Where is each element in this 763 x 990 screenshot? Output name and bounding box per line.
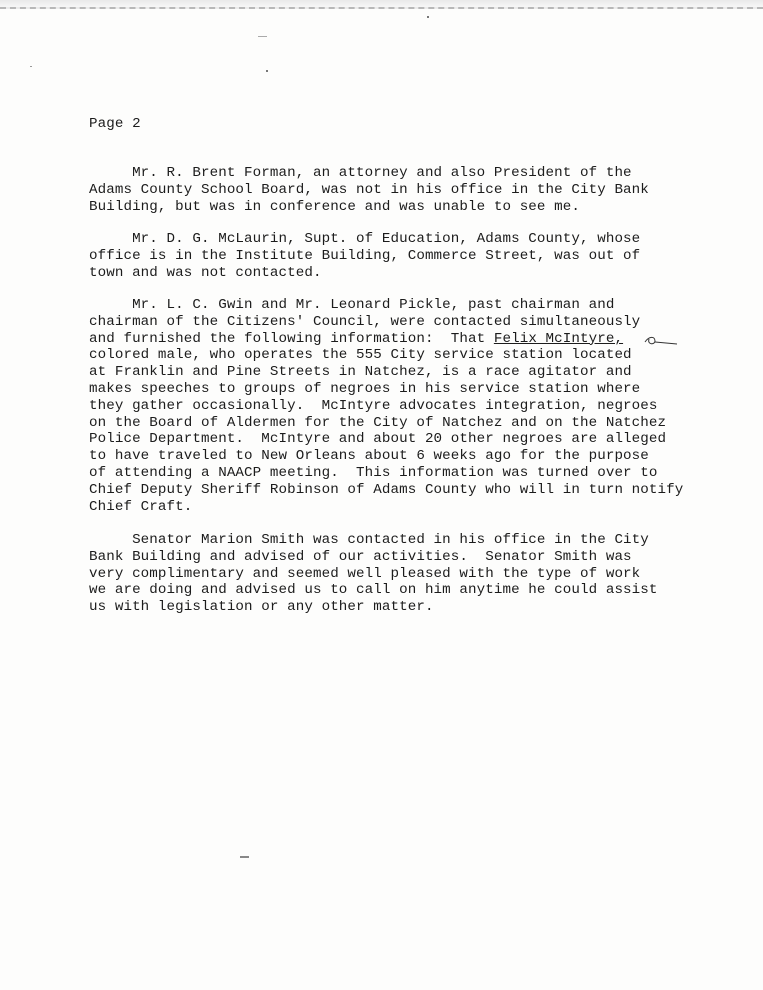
text-line: colored male, who operates the 555 City service station located <box>89 347 632 364</box>
text-line: of attending a NAACP meeting. This information was turned over to <box>89 464 658 481</box>
text-line: at Franklin and Pine Streets in Natchez, is a race agitator and <box>89 364 632 381</box>
text-line-lead: and furnished the following information: That <box>89 330 494 347</box>
text-line: Mr. D. G. McLaurin, Supt. of Education, Adams County, whose <box>89 231 641 247</box>
underlined-name: Felix McIntyre, <box>493 330 624 347</box>
text-line: Building, but was in conference and was unable to see me. <box>89 198 580 215</box>
handwritten-mark <box>641 333 681 347</box>
scan-speck <box>427 16 429 18</box>
scan-speck <box>266 70 268 72</box>
scan-speck <box>258 36 267 37</box>
text-line: Chief Deputy Sheriff Robinson of Adams County who will in turn notify <box>89 481 684 498</box>
text-line: us with legislation or any other matter. <box>89 599 434 616</box>
text-line: Mr. L. C. Gwin and Mr. Leonard Pickle, past chairman and <box>89 297 615 313</box>
text-line: on the Board of Aldermen for the City of Natchez and on the Natchez <box>89 414 667 431</box>
text-line: we are doing and advised us to call on him anytime he could assist <box>89 582 658 599</box>
text-line: Bank Building and advised of our activities. Senator Smith was <box>89 548 632 565</box>
text-line: office is in the Institute Building, Commerce Street, was out of <box>89 247 641 264</box>
paragraph-senator-smith <box>89 532 658 616</box>
text-line: very complimentary and seemed well pleased with the type of work <box>89 565 641 582</box>
text-line-with-name <box>89 331 683 348</box>
scan-speck <box>30 66 32 67</box>
scan-speck <box>240 856 249 858</box>
text-line: Senator Marion Smith was contacted in his office in the City <box>89 532 649 548</box>
text-line: makes speeches to groups of negroes in his service station where <box>89 380 641 397</box>
text-line: chairman of the Citizens' Council, were contacted simultaneously <box>89 313 641 330</box>
text-line: Mr. R. Brent Forman, an attorney and also President of the <box>89 165 632 181</box>
text-line: Adams County School Board, was not in his office in the City Bank <box>89 181 649 198</box>
paragraph-gwin-pickle <box>89 297 683 515</box>
page-number-label: Page 2 <box>89 116 141 132</box>
text-line: Police Department. McIntyre and about 20 other negroes are alleged <box>89 431 667 448</box>
paragraph-mclaurin <box>89 231 640 281</box>
text-line: to have traveled to New Orleans about 6 weeks ago for the purpose <box>89 448 649 465</box>
paragraph-forman <box>89 165 649 215</box>
text-line: Chief Craft. <box>89 498 193 515</box>
text-line: town and was not contacted. <box>89 264 322 281</box>
text-line: they gather occasionally. McIntyre advocates integration, negroes <box>89 397 658 414</box>
scan-top-edge <box>0 0 763 9</box>
